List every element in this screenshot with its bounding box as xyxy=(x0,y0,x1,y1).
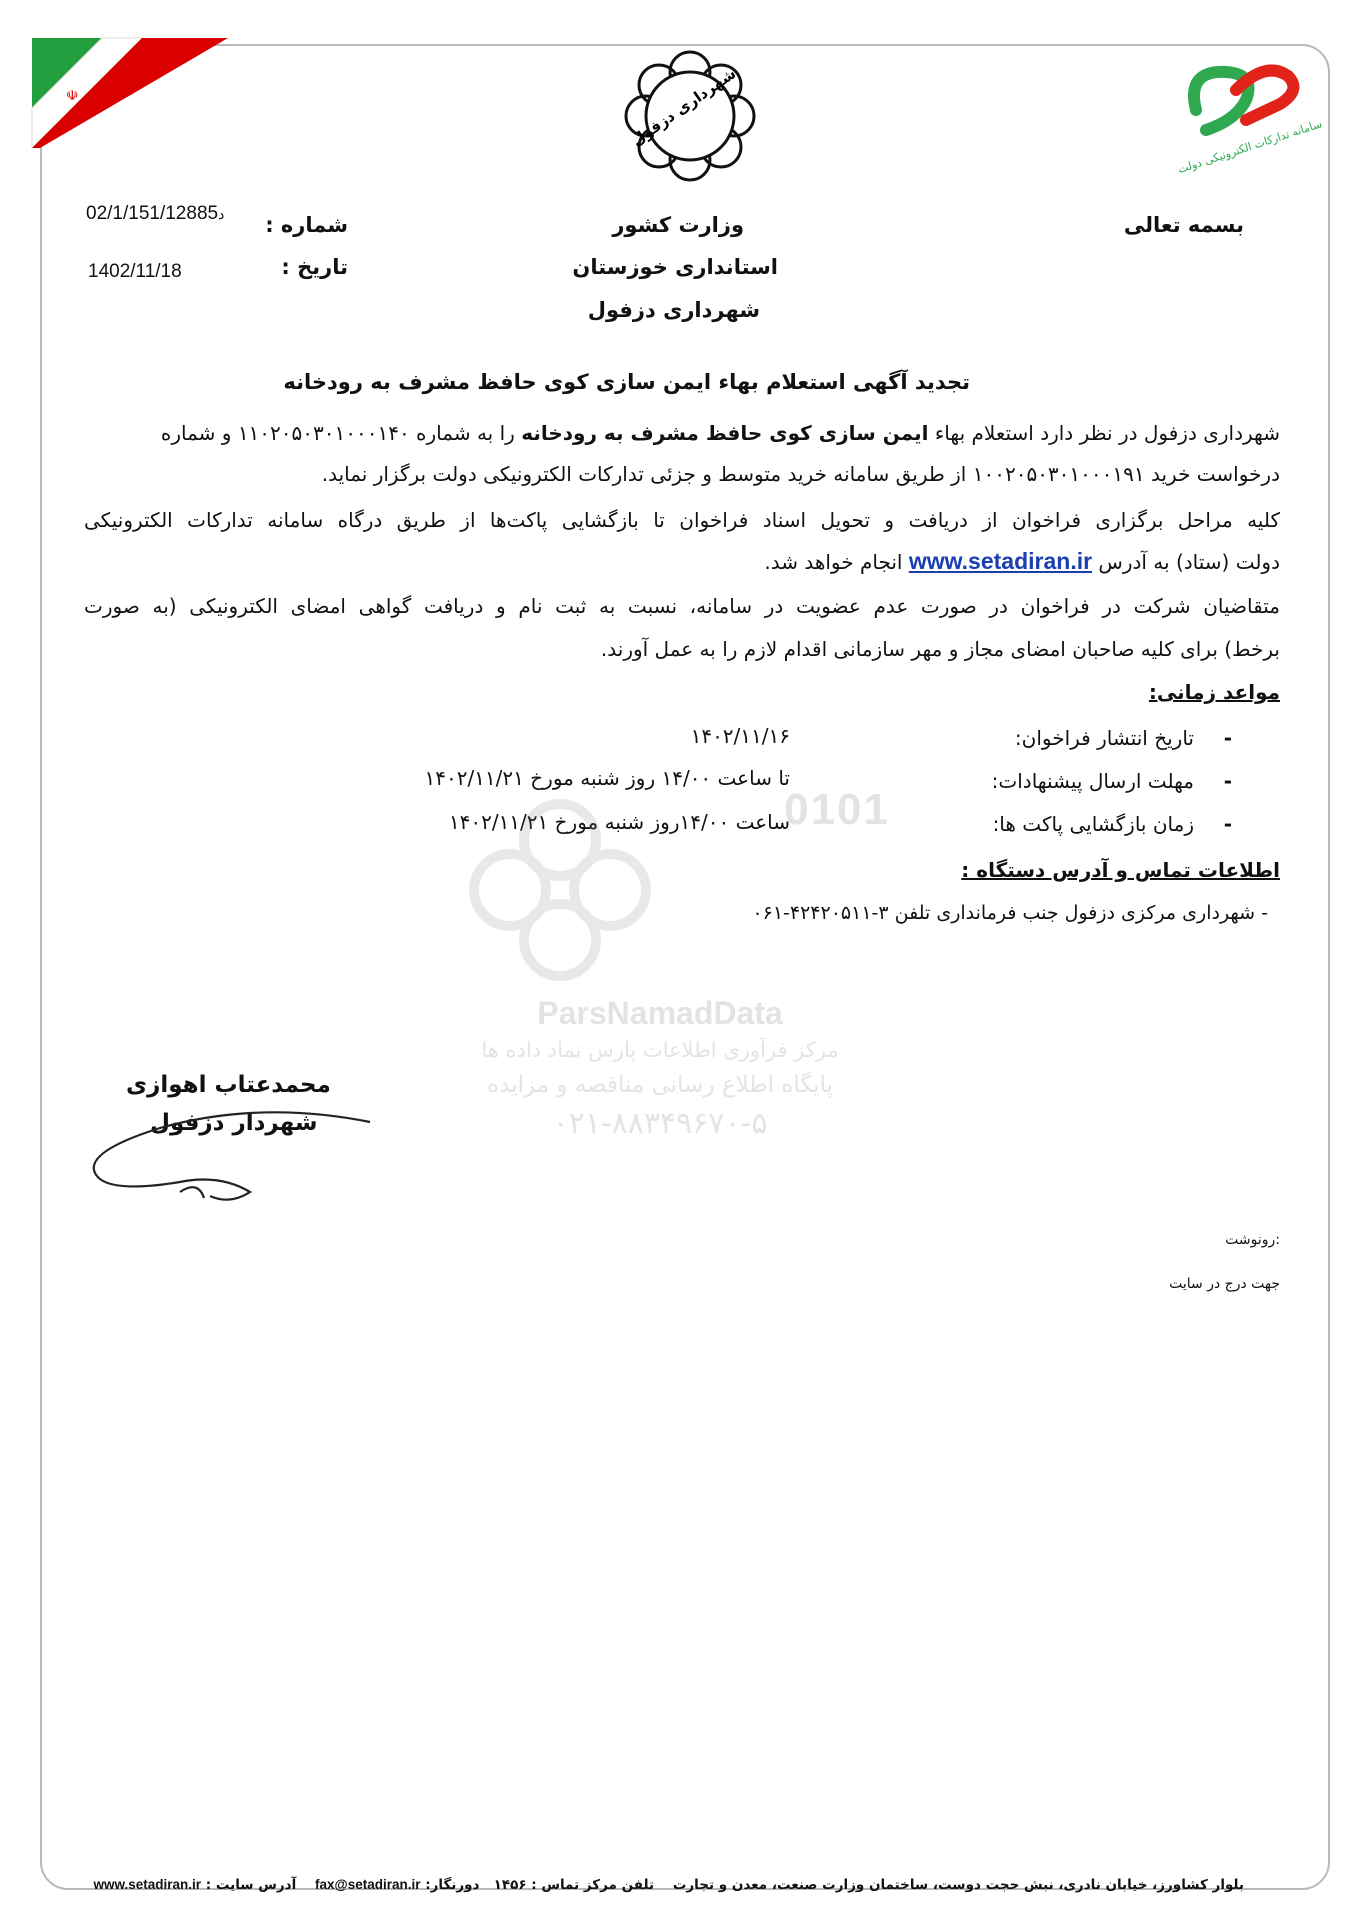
copy-line: جهت درج در سایت xyxy=(1169,1276,1280,1292)
seal-text: شهرداری دزفول xyxy=(628,64,740,150)
signature-name: محمدعتاب اهوازی xyxy=(126,1072,331,1098)
municipality-seal-icon xyxy=(624,50,756,182)
copy-label: :رونوشت xyxy=(1225,1232,1280,1248)
number-suffix: د xyxy=(218,206,225,222)
watermark-digits: 0101 xyxy=(784,785,890,834)
number-label: شماره : xyxy=(265,213,348,237)
date-label: تاریخ : xyxy=(281,255,348,279)
handwritten-signature-icon xyxy=(80,1100,380,1210)
schedule-value-publish: ۱۴۰۲/۱۱/۱۶ xyxy=(690,724,790,748)
contact-line: - شهرداری مرکزی دزفول جنب فرمانداری تلفن ۳-۴۲۴۲۰۵۱۱-۰۶۱ xyxy=(752,902,1268,924)
schedule-label-opening: زمان بازگشایی پاکت ها: xyxy=(992,812,1194,836)
contact-heading: اطلاعات تماس و آدرس دستگاه : xyxy=(961,858,1280,882)
watermark-flower-icon xyxy=(450,790,670,990)
ministry: وزارت کشور xyxy=(612,213,744,237)
watermark-line-1: مرکز فرآوری اطلاعات پارس نماد داده ها xyxy=(481,1038,839,1062)
footer-site-label: آدرس سایت : xyxy=(205,1877,297,1893)
watermark-phone: ۰۲۱-۸۸۳۴۹۶۷۰-۵ xyxy=(552,1106,768,1141)
date-value: 1402/11/18 xyxy=(88,261,182,282)
setadiran-link[interactable]: www.setadiran.ir xyxy=(908,548,1093,574)
footer-phone: تلفن مرکز تماس : ۱۴۵۶ xyxy=(493,1877,655,1893)
signature-title: شهردار دزفول xyxy=(150,1110,318,1136)
bismillah: بسمه تعالی xyxy=(1123,213,1244,237)
municipality: شهرداری دزفول xyxy=(587,298,760,322)
setad-logo-icon xyxy=(1176,50,1324,190)
watermark-brand: ParsNamadData xyxy=(537,995,783,1031)
footer-fax-label: دورنگار: xyxy=(425,1877,480,1893)
schedule-value-deadline: تا ساعت ۱۴/۰۰ روز شنبه مورخ ۱۴۰۲/۱۱/۲۱ xyxy=(424,766,790,790)
footer-fax[interactable]: fax@setadiran.ir xyxy=(315,1877,421,1892)
schedule-value-opening: ساعت ۱۴/۰۰روز شنبه مورخ ۱۴۰۲/۱۱/۲۱ xyxy=(448,810,790,834)
footer-address: بلوار کشاورز، خیابان نادری، نبش حجت دوست، ساختمان وزارت صنعت، معدن و تجارت xyxy=(672,1877,1244,1893)
watermark-line-2: پایگاه اطلاع رسانی مناقصه و مزایده xyxy=(487,1072,833,1098)
province: استانداری خوزستان xyxy=(572,255,778,279)
schedule-bullet: - xyxy=(1223,812,1232,836)
parsnamad-watermark xyxy=(430,785,890,1150)
body-paragraph-3-line-2: برخط) برای کلیه صاحبان امضای مجاز و مهر سازمانی اقدام لازم را به عمل آورند. xyxy=(600,637,1280,661)
page-title: تجدید آگهی استعلام بهاء ایمن سازی کوی حافظ مشرف به رودخانه xyxy=(283,370,970,394)
number-value: د02/1/151/12885 xyxy=(86,203,225,224)
schedule-label-deadline: مهلت ارسال پیشنهادات: xyxy=(991,769,1194,793)
schedule-heading: مواعد زمانی: xyxy=(1148,680,1280,704)
body-paragraph-1-line-1: شهرداری دزفول در نظر دارد استعلام بهاء ایمن سازی کوی حافظ مشرف به رودخانه را به شماره ۱۱۰۲۰۵۰۳۰۱۰۰۰۱۴۰ و شماره xyxy=(160,421,1280,445)
footer-site-link[interactable]: www.setadiran.ir xyxy=(93,1877,202,1892)
svg-text:☫: ☫ xyxy=(66,88,79,104)
body-paragraph-1-line-2: درخواست خرید ۱۰۰۲۰۵۰۳۰۱۰۰۰۱۹۱ از طریق سامانه خرید متوسط و جزئی تدارکات الکترونیکی دولت برگزار نماید. xyxy=(321,462,1280,486)
iran-flag-icon xyxy=(32,38,228,148)
page-footer xyxy=(93,1877,1244,1893)
schedule-bullet: - xyxy=(1223,726,1232,750)
body-paragraph-3-line-1: متقاضیان شرکت در فراخوان در صورت عدم عضویت در سامانه، نسبت به ثبت نام و دریافت گواهی امضای الکترونیکی (به صورت xyxy=(84,594,1280,618)
body-paragraph-2-line-2: دولت (ستاد) به آدرس www.setadiran.ir انجام خواهد شد. xyxy=(764,548,1280,574)
setad-logo-text: سامانه تدارکات الکترونیکی دولت xyxy=(1176,117,1324,177)
body-paragraph-2-line-1: کلیه مراحل برگزاری فراخوان از دریافت و تحویل اسناد فراخوان تا بازگشایی پاکت‌ها از طریق درگاه سامانه تدارکات الکترونیکی xyxy=(84,508,1280,532)
schedule-bullet: - xyxy=(1223,769,1232,793)
schedule-label-publish: تاریخ انتشار فراخوان: xyxy=(1014,726,1194,750)
